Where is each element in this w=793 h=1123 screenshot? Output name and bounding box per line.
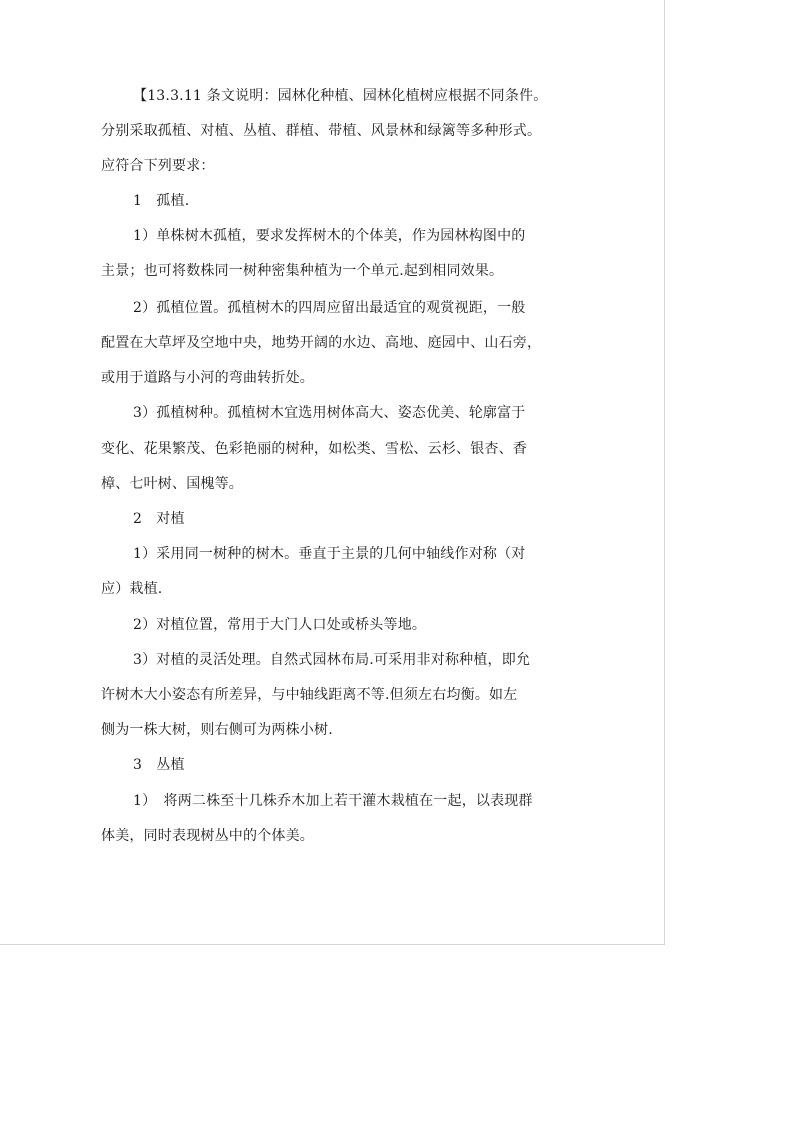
text-line: 樟、七叶树、国槐等。 bbox=[101, 476, 243, 492]
text-line: 【13.3.11 条文说明：园林化种植、园林化植树应根据不同条件。 bbox=[133, 88, 548, 104]
text-line: 3）对植的灵活处理。自然式园林布局.可采用非对称种植，即允 bbox=[133, 652, 531, 668]
text-line: 应符合下列要求： bbox=[101, 158, 215, 174]
section-heading: 1 孤植. bbox=[133, 193, 190, 209]
text-line: 或用于道路与小河的弯曲转折处。 bbox=[101, 370, 314, 386]
text-line: 变化、花果繁茂、色彩艳丽的树种，如松类、雪松、云杉、银杏、香 bbox=[101, 441, 527, 457]
text-line: 分别采取孤植、对植、丛植、群植、带植、风景林和绿篱等多种形式。 bbox=[101, 123, 542, 139]
text-line: 主景；也可将数株同一树种密集种植为一个单元.起到相同效果。 bbox=[101, 263, 504, 279]
section-heading: 2 对植 bbox=[133, 511, 185, 527]
text-line: 应）栽植. bbox=[101, 581, 163, 597]
text-line: 3）孤植树种。孤植树木宜选用树体高大、姿态优美、轮廓富于 bbox=[133, 405, 526, 421]
text-line: 1） 将两二株至十几株乔木加上若干灌木栽植在一起，以表现群 bbox=[133, 793, 533, 809]
text-line: 2）对植位置，常用于大门人口处或桥头等地。 bbox=[133, 617, 427, 633]
text-line: 2）孤植位置。孤植树木的四周应留出最适宜的观赏视距，一般 bbox=[133, 300, 526, 316]
section-heading: 3 丛植 bbox=[133, 757, 185, 773]
text-line: 1）采用同一树种的树木。垂直于主景的几何中轴线作对称（对 bbox=[133, 546, 526, 562]
text-line: 侧为一株大树，则右侧可为两株小树. bbox=[101, 722, 333, 738]
text-line: 1）单株树木孤植，要求发挥树木的个体美，作为园林构图中的 bbox=[133, 228, 526, 244]
text-line: 配置在大草坪及空地中央，地势开阔的水边、高地、庭园中、山石旁， bbox=[101, 335, 542, 351]
text-line: 许树木大小姿态有所差异，与中轴线距离不等.但须左右均衡。如左 bbox=[101, 687, 518, 703]
text-line: 体美，同时表现树丛中的个体美。 bbox=[101, 828, 314, 844]
